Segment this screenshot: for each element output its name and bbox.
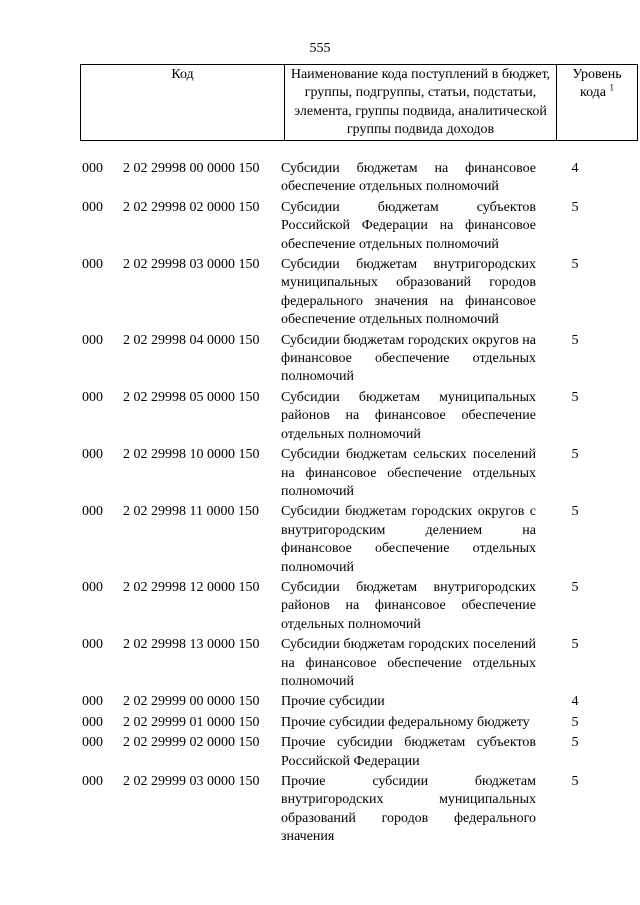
header-name: Наименование кода поступлений в бюджет, группы, подгруппы, статьи, подстатьи, элемента, группы подвида, аналитической группы подвида доходов: [285, 65, 557, 141]
row-prefix: 000: [82, 447, 103, 463]
row-level: 5: [571, 714, 579, 730]
row-code: 2 02 29999 01 0000 150: [123, 714, 260, 730]
row-code: 2 02 29999 02 0000 150: [123, 735, 260, 751]
row-level: 5: [571, 199, 579, 215]
row-prefix: 000: [82, 504, 103, 520]
row-level: 5: [571, 774, 579, 789]
row-code: 2 02 29998 11 0000 150: [123, 504, 259, 520]
row-name: Прочие субсидии: [281, 694, 385, 710]
row-code: 2 02 29998 13 0000 150: [123, 637, 260, 653]
row-name: Субсидии бюджетам сельских поселений на финансовое обеспечение отдельных полномочий: [281, 447, 536, 499]
header-code: Код: [81, 65, 285, 141]
row-code: 2 02 29998 12 0000 150: [123, 579, 260, 595]
table-row: [0, 579, 640, 634]
table-row: [0, 693, 640, 711]
row-prefix: 000: [82, 694, 103, 710]
row-name: Субсидии бюджетам внутригородских муниципальных образований городов федерального значения на финансовое обеспечение отдельных полномочий: [281, 257, 536, 328]
row-prefix: 000: [82, 579, 103, 595]
header-level-label: Уровень кода: [572, 67, 622, 101]
row-name: Прочие субсидии бюджетам субъектов Российской Федерации: [281, 735, 536, 769]
page-number: 555: [309, 41, 331, 56]
row-prefix: 000: [82, 257, 103, 273]
table-row: [0, 160, 640, 197]
row-name: Субсидии бюджетам субъектов Российской Федерации на финансовое обеспечение отдельных полномочий: [281, 199, 536, 252]
row-name: Субсидии бюджетам на финансовое обеспечение отдельных полномочий: [281, 161, 536, 195]
row-code: 2 02 29999 00 0000 150: [123, 694, 260, 710]
row-level: 5: [571, 579, 579, 595]
row-level: 5: [571, 332, 579, 348]
row-level: 4: [571, 161, 579, 176]
row-level: 5: [571, 257, 579, 273]
table-row: [0, 199, 640, 254]
row-level: 5: [571, 504, 579, 520]
table-row: [0, 389, 640, 444]
table-row: [0, 332, 640, 387]
row-level: 5: [571, 389, 579, 405]
row-code: 2 02 29998 03 0000 150: [123, 257, 260, 273]
row-name: Субсидии бюджетам городских округов на финансовое обеспечение отдельных полномочий: [281, 332, 536, 385]
row-code: 2 02 29998 02 0000 150: [123, 199, 260, 215]
table-row: [0, 636, 640, 691]
table-body: [0, 160, 640, 849]
row-prefix: 000: [82, 389, 103, 405]
row-code: 2 02 29998 00 0000 150: [123, 161, 260, 176]
row-level: 5: [571, 447, 579, 463]
row-name: Субсидии бюджетам городских округов с внутригородским делением на финансовое обеспечение отдельных полномочий: [281, 504, 536, 575]
row-name: Субсидии бюджетам муниципальных районов на финансовое обеспечение отдельных полномочий: [281, 389, 536, 442]
row-name: Субсидии бюджетам внутригородских районов на финансовое обеспечение отдельных полномочий: [281, 579, 536, 632]
table-row: [0, 446, 640, 501]
table-row: [0, 734, 640, 771]
row-code: 2 02 29998 04 0000 150: [123, 332, 260, 348]
row-level: 5: [571, 735, 579, 751]
row-prefix: 000: [82, 637, 103, 653]
table-header: [80, 64, 638, 141]
row-level: 4: [571, 694, 579, 710]
table-row: [0, 256, 640, 330]
table-row: [0, 503, 640, 577]
row-code: 2 02 29998 05 0000 150: [123, 389, 260, 405]
row-prefix: 000: [82, 735, 103, 751]
header-level-footnote: 1: [609, 82, 615, 93]
row-prefix: 000: [82, 774, 103, 789]
row-prefix: 000: [82, 199, 103, 215]
table-row: [0, 714, 640, 732]
row-name: Прочие субсидии бюджетам внутригородских муниципальных образований городов федерального значения: [281, 774, 536, 845]
row-prefix: 000: [82, 332, 103, 348]
row-prefix: 000: [82, 714, 103, 730]
table-row: [0, 773, 640, 847]
row-code: 2 02 29999 03 0000 150: [123, 774, 260, 789]
row-code: 2 02 29998 10 0000 150: [123, 447, 260, 463]
row-name: Субсидии бюджетам городских поселений на финансовое обеспечение отдельных полномочий: [281, 637, 536, 689]
row-level: 5: [571, 637, 579, 653]
header-level: [557, 65, 638, 141]
row-prefix: 000: [82, 161, 103, 176]
row-name: Прочие субсидии федеральному бюджету: [281, 714, 530, 730]
